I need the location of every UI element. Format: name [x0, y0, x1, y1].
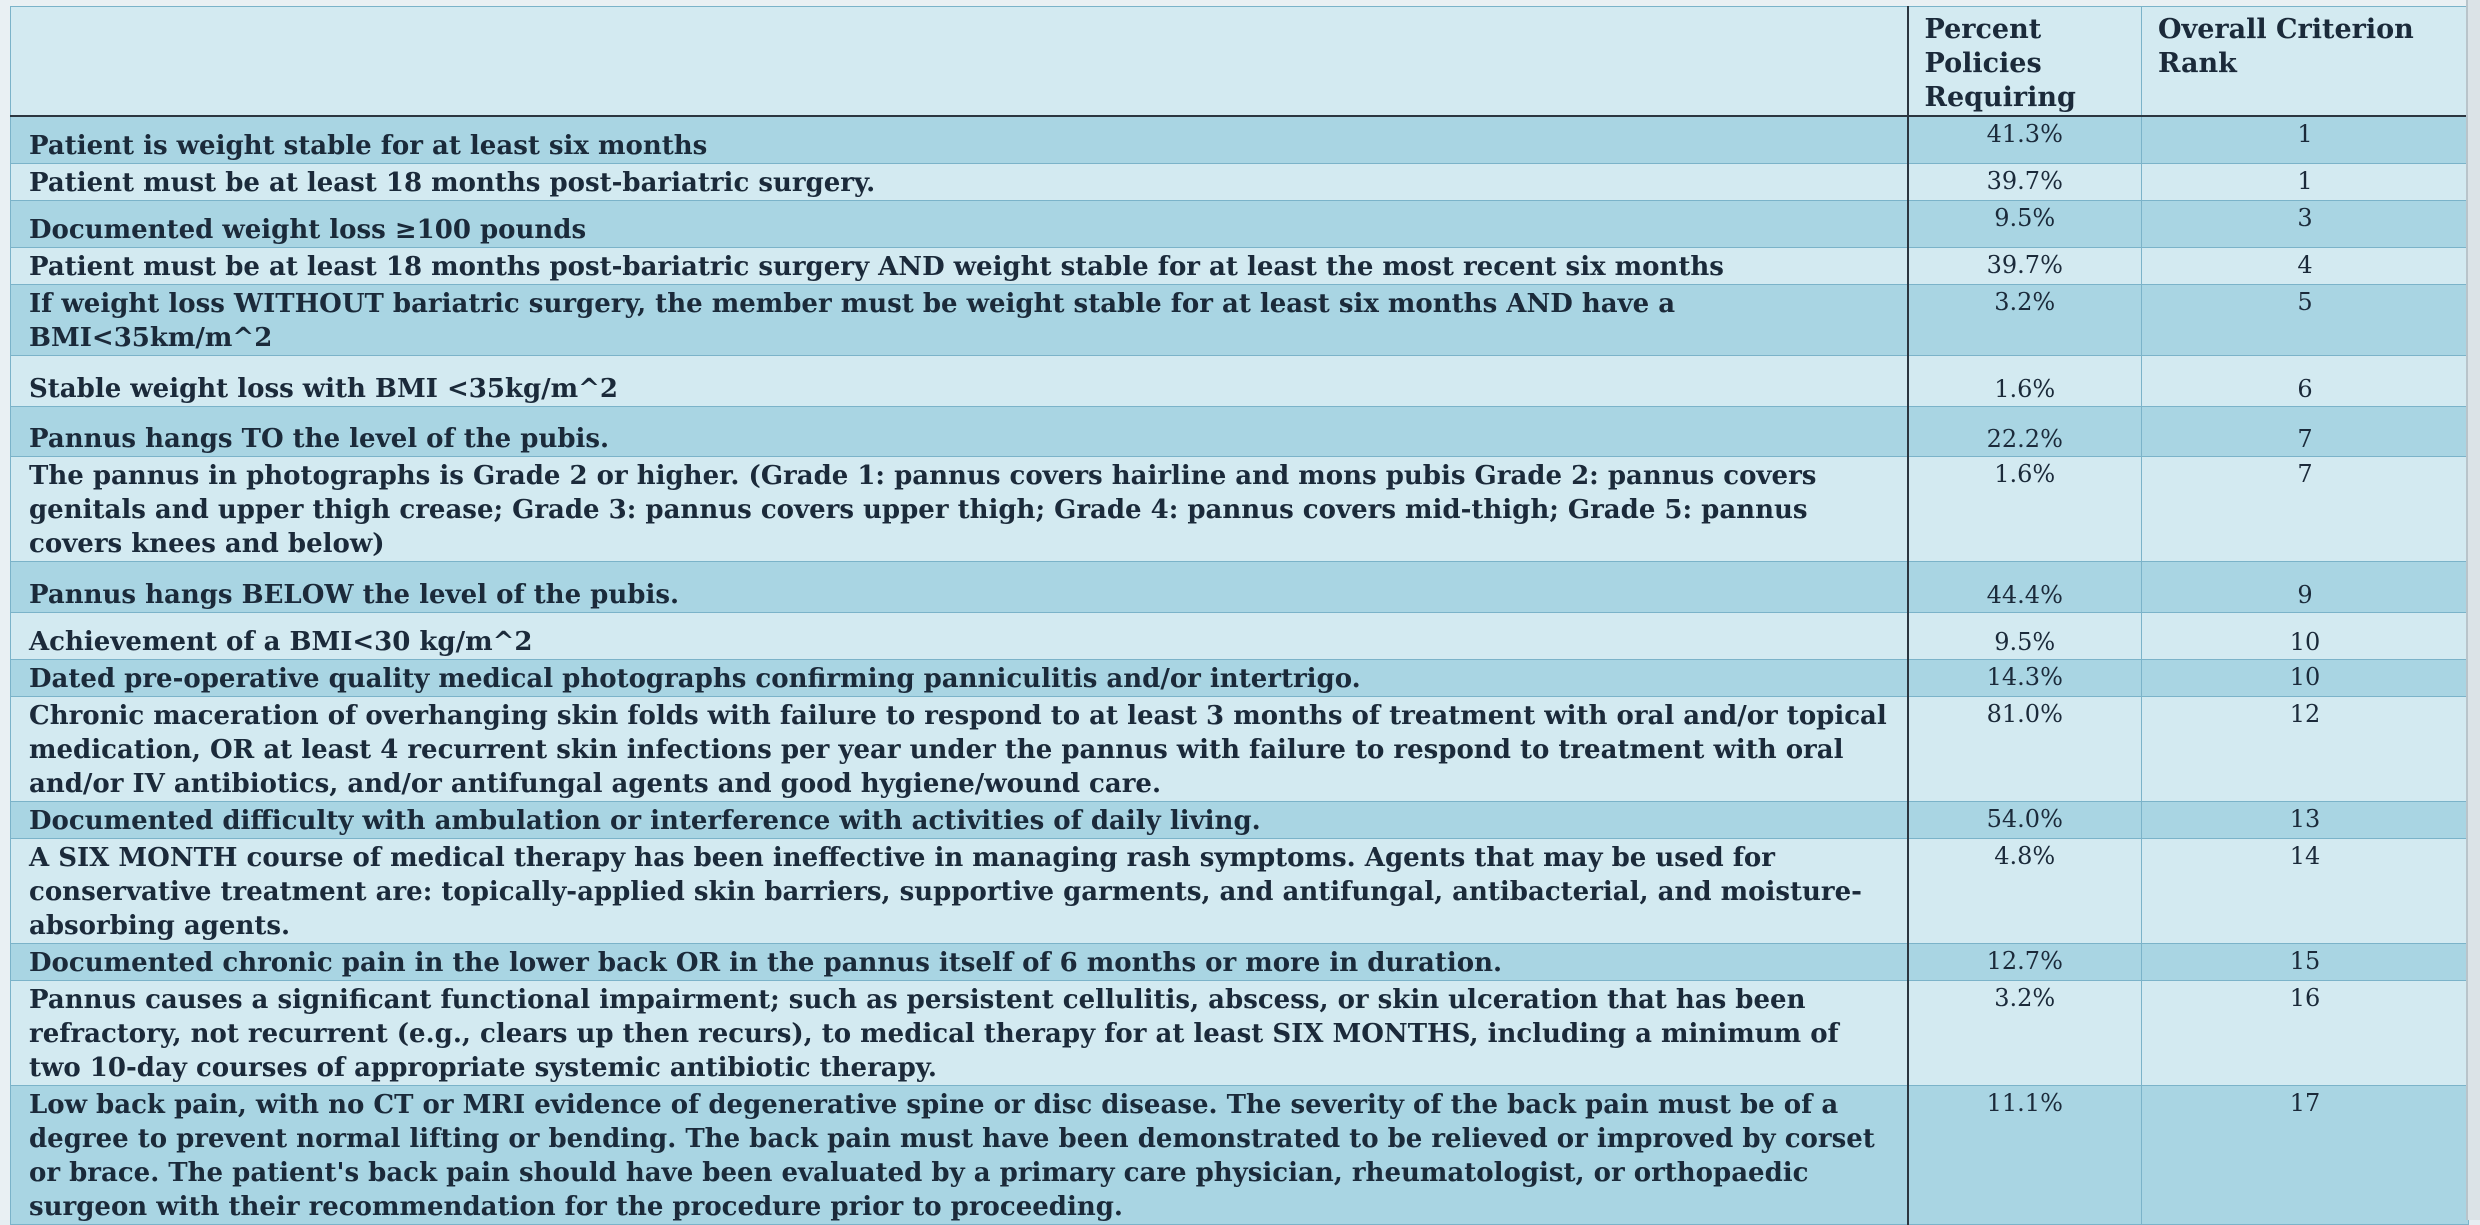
criterion-cell: If weight loss WITHOUT bariatric surgery, the member must be weight stable for at least six months AND have a BMI<35km/m^2	[11, 284, 1908, 355]
percent-cell: 1.6%	[1908, 355, 2142, 406]
table-row	[11, 456, 2469, 561]
rank-cell: 10	[2142, 612, 2469, 659]
percent-cell: 9.5%	[1908, 200, 2142, 247]
table-row	[11, 561, 2469, 612]
table-row	[11, 838, 2469, 943]
percent-cell: 44.4%	[1908, 561, 2142, 612]
criterion-cell: Dated pre-operative quality medical photographs confirming panniculitis and/or intertrigo.	[11, 659, 1908, 696]
rank-cell: 16	[2142, 980, 2469, 1085]
percent-cell: 9.5%	[1908, 612, 2142, 659]
percent-cell: 41.3%	[1908, 116, 2142, 163]
percent-cell: 11.1%	[1908, 1085, 2142, 1224]
header-percent: Percent Policies Requiring	[1908, 7, 2142, 117]
table-row	[11, 801, 2469, 838]
percent-cell: 12.7%	[1908, 943, 2142, 980]
criterion-cell: A SIX MONTH course of medical therapy has been ineffective in managing rash symptoms. Agents that may be used for conservative treatment are: topically-applied skin barriers, supportive garments, and antifungal, antibacterial, and moisture-absorbing agents.	[11, 838, 1908, 943]
table-row	[11, 980, 2469, 1085]
percent-cell: 39.7%	[1908, 247, 2142, 284]
table-row	[11, 943, 2469, 980]
criterion-cell: Documented weight loss ≥100 pounds	[11, 200, 1908, 247]
rank-cell: 5	[2142, 284, 2469, 355]
table-row	[11, 612, 2469, 659]
criterion-cell: Stable weight loss with BMI <35kg/m^2	[11, 355, 1908, 406]
criterion-cell: Pannus causes a significant functional impairment; such as persistent cellulitis, abscess, or skin ulceration that has been refractory, not recurrent (e.g., clears up then recurs), to medical therapy for at least SIX MONTHS, including a minimum of two 10-day courses of appropriate systemic antibiotic therapy.	[11, 980, 1908, 1085]
criterion-cell: The pannus in photographs is Grade 2 or higher. (Grade 1: pannus covers hairline and mons pubis Grade 2: pannus covers genitals and upper thigh crease; Grade 3: pannus covers upper thigh; Grade 4: pannus covers mid-thigh; Grade 5: pannus covers knees and below)	[11, 456, 1908, 561]
table-row	[11, 116, 2469, 163]
rank-cell: 3	[2142, 200, 2469, 247]
header-rank: Overall Criterion Rank	[2142, 7, 2469, 117]
percent-cell: 39.7%	[1908, 163, 2142, 200]
criteria-table	[10, 6, 2469, 1225]
table-row	[11, 1085, 2469, 1224]
percent-cell: 22.2%	[1908, 406, 2142, 456]
percent-cell: 3.2%	[1908, 980, 2142, 1085]
table-row	[11, 696, 2469, 801]
rank-cell: 7	[2142, 456, 2469, 561]
percent-cell: 54.0%	[1908, 801, 2142, 838]
rank-cell: 7	[2142, 406, 2469, 456]
percent-cell: 14.3%	[1908, 659, 2142, 696]
table-row	[11, 200, 2469, 247]
criterion-cell: Pannus hangs TO the level of the pubis.	[11, 406, 1908, 456]
window-right-edge	[2466, 0, 2480, 1220]
criterion-cell: Patient must be at least 18 months post-bariatric surgery AND weight stable for at least the most recent six months	[11, 247, 1908, 284]
percent-cell: 1.6%	[1908, 456, 2142, 561]
table-row	[11, 406, 2469, 456]
rank-cell: 14	[2142, 838, 2469, 943]
table-row	[11, 659, 2469, 696]
table-row	[11, 163, 2469, 200]
rank-cell: 15	[2142, 943, 2469, 980]
criteria-table-container	[10, 6, 2468, 1222]
table-row	[11, 247, 2469, 284]
percent-cell: 3.2%	[1908, 284, 2142, 355]
rank-cell: 9	[2142, 561, 2469, 612]
table-row	[11, 355, 2469, 406]
criterion-cell: Chronic maceration of overhanging skin folds with failure to respond to at least 3 months of treatment with oral and/or topical medication, OR at least 4 recurrent skin infections per year under the pannus with failure to respond to treatment with oral and/or IV antibiotics, and/or antifungal agents and good hygiene/wound care.	[11, 696, 1908, 801]
criterion-cell: Documented difficulty with ambulation or interference with activities of daily living.	[11, 801, 1908, 838]
rank-cell: 13	[2142, 801, 2469, 838]
criterion-cell: Achievement of a BMI<30 kg/m^2	[11, 612, 1908, 659]
table-row	[11, 284, 2469, 355]
rank-cell: 10	[2142, 659, 2469, 696]
criterion-cell: Documented chronic pain in the lower back OR in the pannus itself of 6 months or more in duration.	[11, 943, 1908, 980]
criterion-cell: Low back pain, with no CT or MRI evidence of degenerative spine or disc disease. The severity of the back pain must be of a degree to prevent normal lifting or bending. The back pain must have been demonstrated to be relieved or improved by corset or brace. The patient's back pain should have been evaluated by a primary care physician, rheumatologist, or orthopaedic surgeon with their recommendation for the procedure prior to proceeding.	[11, 1085, 1908, 1224]
rank-cell: 4	[2142, 247, 2469, 284]
criterion-cell: Pannus hangs BELOW the level of the pubis.	[11, 561, 1908, 612]
header-criterion	[11, 7, 1908, 117]
criterion-cell: Patient is weight stable for at least six months	[11, 116, 1908, 163]
percent-cell: 4.8%	[1908, 838, 2142, 943]
table-header-row	[11, 7, 2469, 117]
criterion-cell: Patient must be at least 18 months post-bariatric surgery.	[11, 163, 1908, 200]
rank-cell: 1	[2142, 163, 2469, 200]
rank-cell: 1	[2142, 116, 2469, 163]
rank-cell: 6	[2142, 355, 2469, 406]
rank-cell: 12	[2142, 696, 2469, 801]
percent-cell: 81.0%	[1908, 696, 2142, 801]
rank-cell: 17	[2142, 1085, 2469, 1224]
